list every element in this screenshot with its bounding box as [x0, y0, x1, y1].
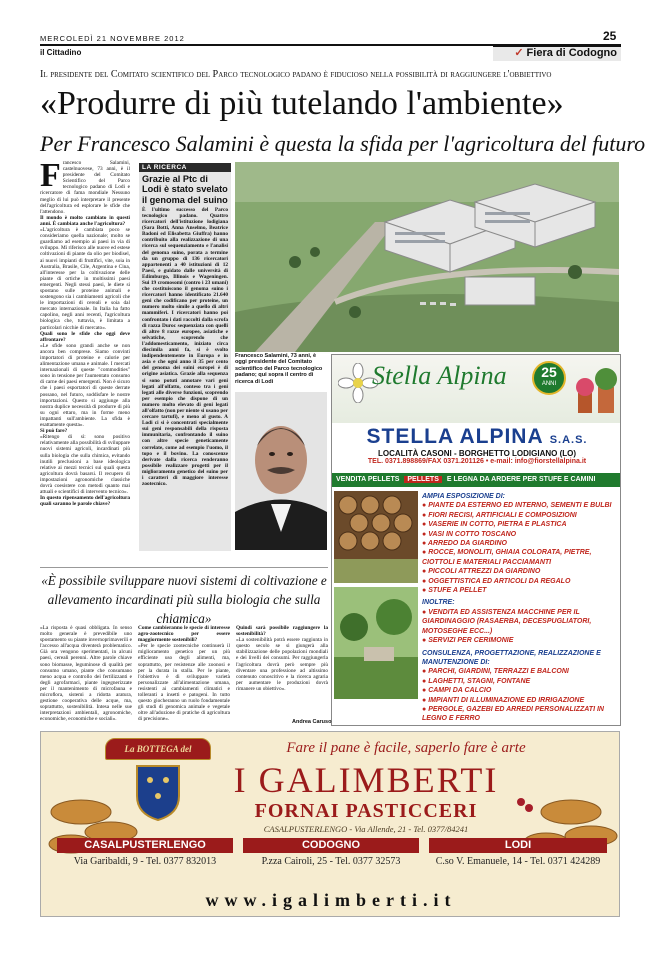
- kicker: Il presidente del Comitato scientifico del Parco tecnologico padano è fiducioso nella possibilità di raggiungere l'obbiettivo: [40, 69, 552, 80]
- answer-2: «Le sfide sono grandi anche se non ancora ben comprese. Siamo convinti importatori di proteine e calorie per alimentazione umana e animale. I mercati internazionali di queste "commodities" sono in tensione per l'aumentato consumo di carne dei paesi emergenti. Non è sicuro che i paesi esportatori di queste derrate possano, nel futuro, soddisfare le nostre importazioni. Questo si aggiunge alla nostra duplice necessità di produrre di più su ogni ettaro, ma in forme meno impattanti sull'ambiente. La sfida è esattamente questa».: [40, 342, 130, 429]
- pellets-brand: PELLETS: [404, 476, 442, 483]
- section-label: Fiera di Codogno: [526, 47, 617, 59]
- service-item: ● PARCHI, GIARDINI, TERRAZZI E BALCONI: [422, 668, 569, 676]
- company-contacts: TEL. 0371.898869/FAX 0371.201126 • e-mail: info@fiorstellalpina.it: [367, 458, 587, 465]
- bakery-name: I GALIMBERTI: [233, 760, 499, 800]
- drop-cap: F: [40, 160, 61, 194]
- question-6: Quindi sarà possibile raggiungere la sostenibilità?: [236, 625, 328, 638]
- pull-quote: «È possibile sviluppare nuovi sistemi di coltivazione e allevamento incardinati più sulla biologia che sulla chiamica»: [40, 567, 328, 628]
- section-tab: [493, 44, 621, 61]
- service-item: ● VENDITA ED ASSISTENZA MACCHINE PER IL GIARDINAGGIO (RASAERBA, DECESPUGLIATORI, MOTOSEGHE ECC...): [422, 608, 592, 635]
- header-date: MERCOLEDÌ 21 NOVEMBRE 2012: [40, 34, 185, 43]
- bottom-column-1: [40, 625, 132, 725]
- research-center-photo-icon: [235, 162, 619, 352]
- shield-crest-icon: [133, 762, 183, 822]
- answer-5: «Per le specie zootecniche continuerà il miglioramento genetico per un più efficiente uso degli alimenti, ma, soprattutto, per resistenze alle zoonosi e per la durata in stalla. Per le piante, l'obiettivo è di sviluppare varietà personalizzate all'alimentazione umana, resistenti ai cambiamenti climatici e tolleranti a insetti e patogeni. In tutto questo giocheranno un ruolo fondamentale gli studi di genomica animale e vegetale oltre all'adozione di pratiche di agricoltura di precisione».: [138, 643, 230, 723]
- service-item: ● SERVIZI PER CERIMONIE: [422, 637, 514, 645]
- service-item: ● ROCCE, MONOLITI, GHIAIA COLORATA, PIETRE, CIOTTOLI E MATERIALI PACCIAMANTI: [422, 549, 592, 566]
- portrait-caption: Francesco Salamini, 73 anni, è oggi presidente del Comitato scientifico del Parco tecnologico padano; qui sopra il centro di ricerca di Lodi: [235, 353, 323, 385]
- ad-script-name: Stella Alpina: [372, 361, 507, 390]
- section1-title: AMPIA ESPOSIZIONE DI:: [422, 493, 505, 500]
- service-item: ● PICCOLI ATTREZZI DA GIARDINO: [422, 568, 541, 576]
- answer-4: «La risposta è quasi obbligata. In senso molto generale è prevedibile uno spostamento su piante invernoprimaverili e l'accesso all'acqua diventerà problematico. Già ora vengono sperimentati, in alcuni paesi, cereali perenni. Altre parole chiave sono biomasse, leguminose di qualità per consumo umano, piante che consumano meno acqua e controllo dei fertilizzanti e degli agrofarmaci, piante ingegnerizzate per il mantenimento di microfauna e microﬂora, sistemi a ridotta aratura, gestione cooperativa delle acque, ma, soprattutto, sostenibilità. Intesa nelle sue interpretazioni ambientali, agronomiche, economiche, economiche e sociali».: [40, 625, 132, 723]
- store-lodi: LODI C.so V. Emanuele, 14 - Tel. 0371 424289: [429, 838, 607, 867]
- store-codogno: CODOGNO P.zza Cairoli, 25 - Tel. 0377 32573: [243, 838, 419, 867]
- box-tag: LA RICERCA: [139, 163, 231, 172]
- stores-row: [41, 838, 620, 888]
- service-item: ● LAGHETTI, STAGNI, FONTANE: [422, 677, 531, 685]
- page-number: 25: [603, 29, 617, 43]
- pellets-banner: VENDITA PELLETS PELLETS E LEGNA DA ARDERE PER STUFE E CAMINI: [332, 473, 621, 487]
- headline: «Produrre di più tutelando l'ambiente»: [40, 85, 564, 122]
- bakery-badge: La BOTTEGA del: [105, 738, 211, 760]
- section2-title: INOLTRE:: [422, 599, 455, 607]
- byline: Andrea Caruso: [292, 719, 332, 725]
- bakery-subtitle: FORNAI PASTICCERI: [254, 800, 478, 822]
- ad-header: [332, 355, 621, 423]
- company-suffix: S.A.S.: [549, 434, 588, 446]
- answer-1: «L'agricoltura è cambiata poco se consideriamo quella nazionale; molto se guardiamo ad esempio ai paesi in via di sviluppo. Mi riferisco alle nuove ed estese coltivazioni di piante da olio per biodisel, ai nuovi impianti di fruttiﬁci, vite, soia in Australia, Brasile, Cile, Argentina e Cina, all'interesse per la coltivazione delle piante di ortiche in moltissimi paesi emergenti. Negli stessi paesi, le diete si spostano sulle proteine animali e sostengono sia i cambiamenti agricoli che le importazioni di cereali e soia dal mercato internazionale. In Italia ha fatto capolino, negli anni recenti, l'agricoltura biologica che, tuttavia, è limitata a particolari nicchie di mercato».: [40, 227, 130, 331]
- answer-3: «Ritengo di sì: sono positivo relativamente alla possibilità di sviluppare nuovi sistemi agricoli, incardinati più sulla biologia che sulla chimica, evitando inutili preclusioni a base ideologica relative ai mezzi tecnici sui quali questa agricoltura dovrà basarsi. Il recupero di impostazioni agronomiche classiche dovrà coesistere con metodi quanto mai attuali e scientifici di intervento tecnico».: [40, 434, 130, 496]
- bottom-column-2: [138, 625, 230, 725]
- service-item: ● STUFE A PELLET: [422, 587, 487, 595]
- ad-stella-alpina: [331, 354, 621, 726]
- anniversary-badge: 25 ANNI: [532, 361, 566, 395]
- store-casalpusterlengo: CASALPUSTERLENGO Via Garibaldi, 9 - Tel. 0377 832013: [57, 838, 233, 867]
- services-list: [422, 492, 620, 724]
- portrait-photo: [235, 392, 327, 550]
- bakery-website[interactable]: www.igalimberti.it: [205, 890, 457, 910]
- question-5: Come cambieranno le specie di interesse agro-zootecnico per essere maggiormente sostenibili?: [138, 625, 230, 644]
- bakery-slogan: Fare il pane è facile, saperlo fare è arte: [286, 740, 526, 756]
- service-item: ● CAMPI DA CALCIO: [422, 687, 492, 695]
- answer-6: «La sostenibilità potrà essere raggiunta in questo secolo se si giungerà alla stabilizzazione delle popolazioni mondiali e dei livelli dei consumi. Per raggiungerla l'agricoltura dovrà però sempre più diventare una professione ad altissimo contenuto conoscitivo e la ricerca agraria per aumentare le produzioni dovrà rimanere un obiettivo».: [236, 637, 328, 692]
- research-box: [139, 163, 231, 551]
- bottom-column-3: [236, 625, 328, 717]
- portrait-person-icon: [235, 392, 327, 550]
- company-name: STELLA ALPINA: [366, 425, 543, 448]
- subheadline: Per Francesco Salamini è questa la sfida per l'agricoltura del futuro: [40, 131, 646, 156]
- question-3: Si può fare?: [40, 428, 68, 435]
- article-bottom: [40, 625, 328, 725]
- service-item: ● FIORI RECISI, ARTIFICIALI E COMPOSIZIONI: [422, 511, 577, 519]
- box-title: Grazie al Ptc di Lodi è stato svelato il genoma del suino: [142, 174, 228, 205]
- box-body: È l'ultimo successo del Parco tecnologico padano. Quattro ricercatori dell'istituzione lodigiana (Sara Botti, Anna Anselmo, Beatrice Badoni ed Elisabetta Giuffra) hanno contribuito alla realizzazione di una ricerca sul sequenziamento e l'analisi del genoma suino, porata a termine da un gruppo di 136 ricercatori appartenenti a 40 istituzioni di 12 Paesi, e guidato dalle università di Edimburgo, Illinois e Wageningen. Sui 19 cromosomi (contro i 23 umani) che costituiscono il genoma suino i ricercatori hanno identificato 21.640 geni che codificano per proteine, un numero molto simile a quello di altri mammiferi. I ricercatori hanno poi confrontato i dati raccolti dalla scrofa di razza Duroc sequenziata con quelli di altre 8 razze europee, asiatiche e selvatiche, scoprendo che l'addomesticamento, iniziato circa diecimila anni fa, si è svolto indipendentemente in Europa e in asia e che ogni anno il 35 per cento del genoma dei suini europei è di origine asiatica. Grazie alla sequenza si sono potuti annotare vari geni legati all'olfatto, conteso tra i geni legati alle diverse funzioni, scoprendo per esempio che dispone di un numero molto elevato di geni legati all'olfatto (non per niente si usano per cercare tartufi), e meno al gusto. A Lodi ci si è concentrati specialmente sui geni responsabili della risposta immunitaria, confrontando il suino con altre specie geneticamente correlate, come ad esempio l'uomo, il topo e il bovino. La conoscenze derivate dalla ricerca renderanno possibile realizzare progetti per il miglioramento genetico del suino per i caratteri di maggiore interesse zootecnico.: [142, 206, 228, 488]
- newspaper-name: il Cittadino: [40, 48, 82, 57]
- service-item: ● VASI IN COTTO TOSCANO: [422, 530, 517, 538]
- question-4: In questo ripensamento dell'agricoltura quali saranno le parole chiave?: [40, 495, 130, 508]
- service-item: ● IMPIANTI DI ILLUMINAZIONE ED IRRIGAZIONE: [422, 696, 585, 704]
- bakery-hq: CASALPUSTERLENGO - Via Allende, 21 - Tel. 0377/84241: [263, 824, 469, 834]
- service-item: ● ARREDO DA GIARDINO: [422, 540, 507, 548]
- service-item: ● PERGOLE, GAZEBI ED ARREDI PERSONALIZZATI IN LEGNO E FERRO: [422, 705, 604, 723]
- flower-pots-icon: [572, 357, 620, 417]
- aerial-photo: [235, 162, 619, 352]
- garden-photo-icon: [334, 587, 418, 699]
- service-item: ● OGGETTISTICA ED ARTICOLI DA REGALO: [422, 577, 571, 585]
- section3-title: CONSULENZA, PROGETTAZIONE, REALIZZAZIONE E MANUTENZIONE DI:: [422, 649, 601, 666]
- ad-company-block: [332, 425, 621, 465]
- checkmark-icon: ✓: [514, 47, 524, 59]
- service-item: ● PIANTE DA ESTERNO ED INTERNO, SEMENTI E BULBI: [422, 502, 612, 510]
- question-1: Il mondo è molto cambiato in questi anni. È cambiata anche l'agricoltura?: [40, 214, 130, 227]
- firewood-photo-icon: [334, 491, 418, 583]
- service-item: ● VASERIE IN COTTO, PIETRA E PLASTICA: [422, 521, 567, 529]
- article-intro: rancesco Salamini, castelnuovese, 73 anni, è il presidente del Comitato Scientifico del Parco tecnologico padano di Lodi e ricercatore di fama mondiale Nessuno meglio di lui può interpretare il presente dell'agricoltura ed esplorare le sfide che l'attendono.: [40, 160, 130, 215]
- ad-galimberti: [40, 731, 620, 917]
- question-2: Quali sono le sfide che oggi deve affrontare?: [40, 330, 130, 343]
- company-address: LOCALITÀ CASONI - BORGHETTO LODIGIANO (LO): [377, 449, 577, 458]
